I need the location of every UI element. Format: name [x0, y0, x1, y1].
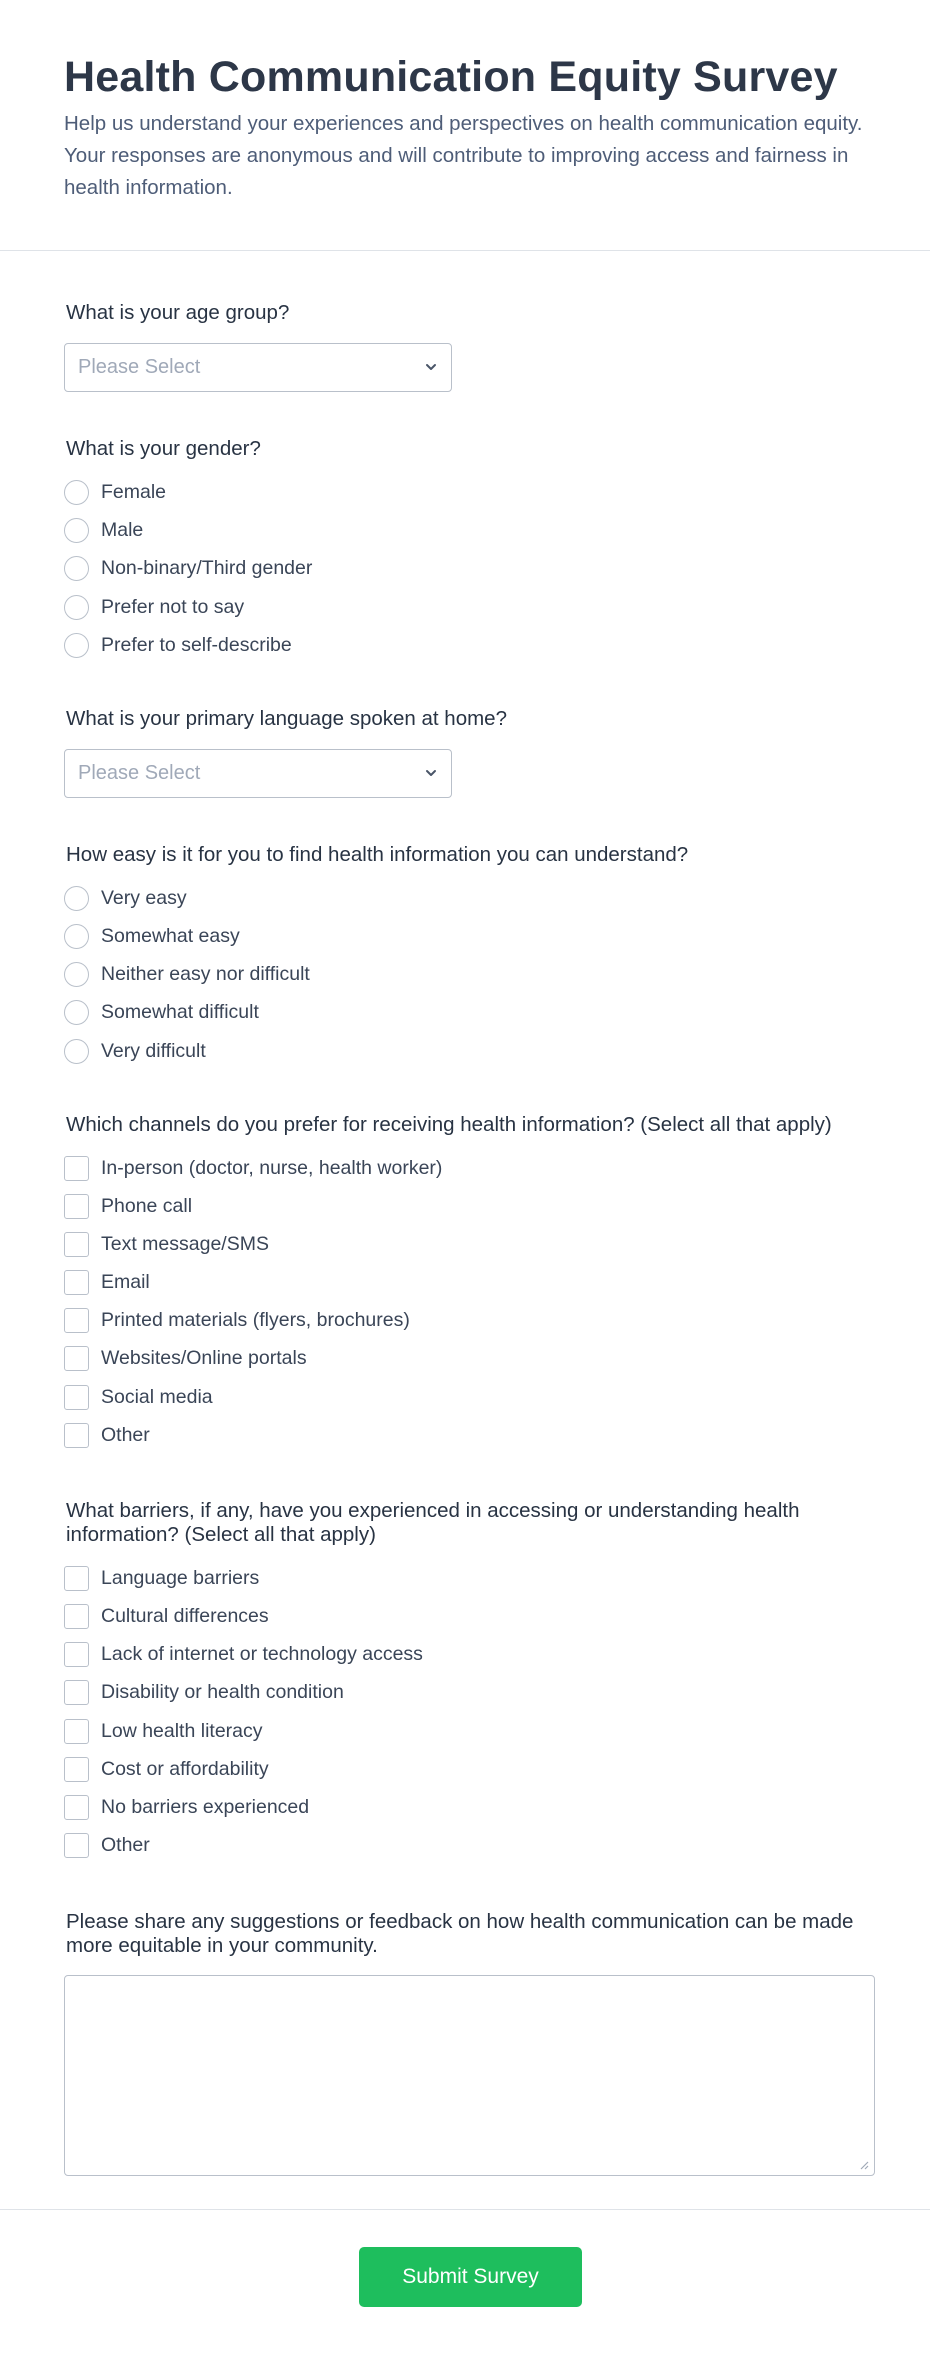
submit-survey-button[interactable]: Submit Survey	[359, 2247, 582, 2307]
page-title: Health Communication Equity Survey	[64, 53, 838, 101]
footer-divider	[0, 2209, 930, 2210]
question-label: Which channels do you prefer for receiving health information? (Select all that apply)	[66, 1113, 832, 1136]
checkbox[interactable]	[64, 1194, 89, 1219]
checkbox[interactable]	[64, 1232, 89, 1257]
channel-option-social[interactable]	[64, 1384, 213, 1410]
checkbox[interactable]	[64, 1604, 89, 1629]
barrier-option-cost[interactable]	[64, 1756, 269, 1782]
option-label: Very difficult	[101, 1040, 206, 1062]
channel-option-phone[interactable]	[64, 1193, 192, 1219]
option-label: Prefer not to say	[101, 596, 245, 618]
option-label: Phone call	[101, 1195, 193, 1217]
option-label: Very easy	[101, 887, 187, 909]
radio-button[interactable]	[64, 924, 89, 949]
page-description: Help us understand your experiences and perspectives on health communication equity. Your responses are anonymous and will contribute to improving access and fairness in health information.	[64, 112, 863, 199]
radio-button[interactable]	[64, 633, 89, 658]
option-label: Websites/Online portals	[101, 1347, 307, 1369]
radio-button[interactable]	[64, 1039, 89, 1064]
option-label: Low health literacy	[101, 1720, 263, 1742]
channel-option-other[interactable]	[64, 1422, 150, 1448]
option-label: Male	[101, 519, 144, 541]
radio-button[interactable]	[64, 886, 89, 911]
checkbox[interactable]	[64, 1642, 89, 1667]
gender-option-prefer-not[interactable]	[64, 594, 244, 620]
question-label: What is your gender?	[66, 437, 261, 460]
checkbox[interactable]	[64, 1566, 89, 1591]
option-label: Somewhat easy	[101, 925, 240, 947]
checkbox[interactable]	[64, 1270, 89, 1295]
option-label: Cost or affordability	[101, 1758, 269, 1780]
option-label: Social media	[101, 1386, 213, 1408]
radio-button[interactable]	[64, 518, 89, 543]
option-label: Neither easy nor difficult	[101, 963, 310, 985]
survey-header	[0, 0, 930, 251]
option-label: In-person (doctor, nurse, health worker)	[101, 1157, 443, 1179]
language-select[interactable]	[64, 749, 452, 798]
ease-option-very-difficult[interactable]	[64, 1038, 206, 1064]
channel-option-in-person[interactable]	[64, 1155, 442, 1181]
option-label: Prefer to self-describe	[101, 634, 292, 656]
question-label: What is your primary language spoken at home?	[66, 707, 507, 730]
barrier-option-internet[interactable]	[64, 1641, 423, 1667]
checkbox[interactable]	[64, 1833, 89, 1858]
checkbox[interactable]	[64, 1346, 89, 1371]
ease-option-somewhat-easy[interactable]	[64, 923, 240, 949]
option-label: No barriers experienced	[101, 1796, 310, 1818]
option-label: Language barriers	[101, 1567, 260, 1589]
question-label: Please share any suggestions or feedback on how health communication can be made more equitable in your community.	[66, 1910, 854, 1957]
gender-option-nonbinary[interactable]	[64, 555, 312, 581]
chevron-down-icon	[423, 765, 439, 781]
option-label: Disability or health condition	[101, 1681, 344, 1703]
radio-button[interactable]	[64, 962, 89, 987]
gender-option-female[interactable]	[64, 479, 166, 505]
option-label: Lack of internet or technology access	[101, 1643, 423, 1665]
checkbox[interactable]	[64, 1719, 89, 1744]
option-label: Other	[101, 1424, 150, 1446]
resize-grip-icon[interactable]	[859, 2160, 869, 2170]
channel-option-email[interactable]	[64, 1269, 150, 1295]
channel-option-websites[interactable]	[64, 1345, 307, 1371]
channel-option-printed[interactable]	[64, 1307, 410, 1333]
radio-button[interactable]	[64, 1000, 89, 1025]
radio-button[interactable]	[64, 556, 89, 581]
barrier-option-cultural[interactable]	[64, 1603, 269, 1629]
option-label: Other	[101, 1834, 150, 1856]
gender-option-male[interactable]	[64, 517, 143, 543]
barrier-option-language[interactable]	[64, 1565, 259, 1591]
option-label: Female	[101, 481, 167, 503]
barrier-option-other[interactable]	[64, 1832, 150, 1858]
checkbox[interactable]	[64, 1757, 89, 1782]
checkbox[interactable]	[64, 1795, 89, 1820]
checkbox[interactable]	[64, 1308, 89, 1333]
chevron-down-icon	[423, 359, 439, 375]
channel-option-sms[interactable]	[64, 1231, 269, 1257]
option-label: Email	[101, 1271, 150, 1293]
checkbox[interactable]	[64, 1385, 89, 1410]
option-label: Printed materials (flyers, brochures)	[101, 1309, 410, 1331]
barrier-option-none[interactable]	[64, 1794, 309, 1820]
option-label: Cultural differences	[101, 1605, 269, 1627]
question-label: What is your age group?	[66, 301, 290, 324]
gender-option-self-describe[interactable]	[64, 632, 292, 658]
question-label: What barriers, if any, have you experienced in accessing or understanding health information? (Select all that apply)	[66, 1499, 800, 1546]
option-label: Text message/SMS	[101, 1233, 269, 1255]
age-group-select[interactable]	[64, 343, 452, 392]
checkbox[interactable]	[64, 1423, 89, 1448]
option-label: Non-binary/Third gender	[101, 557, 313, 579]
barrier-option-literacy[interactable]	[64, 1718, 263, 1744]
checkbox[interactable]	[64, 1680, 89, 1705]
checkbox[interactable]	[64, 1156, 89, 1181]
option-label: Somewhat difficult	[101, 1001, 259, 1023]
ease-option-very-easy[interactable]	[64, 885, 187, 911]
feedback-textarea[interactable]	[64, 1975, 875, 2176]
question-label: How easy is it for you to find health information you can understand?	[66, 843, 689, 866]
ease-option-somewhat-difficult[interactable]	[64, 999, 259, 1025]
radio-button[interactable]	[64, 480, 89, 505]
select-placeholder: Please Select	[78, 762, 201, 784]
barrier-option-disability[interactable]	[64, 1679, 344, 1705]
select-placeholder: Please Select	[78, 356, 201, 378]
radio-button[interactable]	[64, 595, 89, 620]
ease-option-neither[interactable]	[64, 961, 310, 987]
